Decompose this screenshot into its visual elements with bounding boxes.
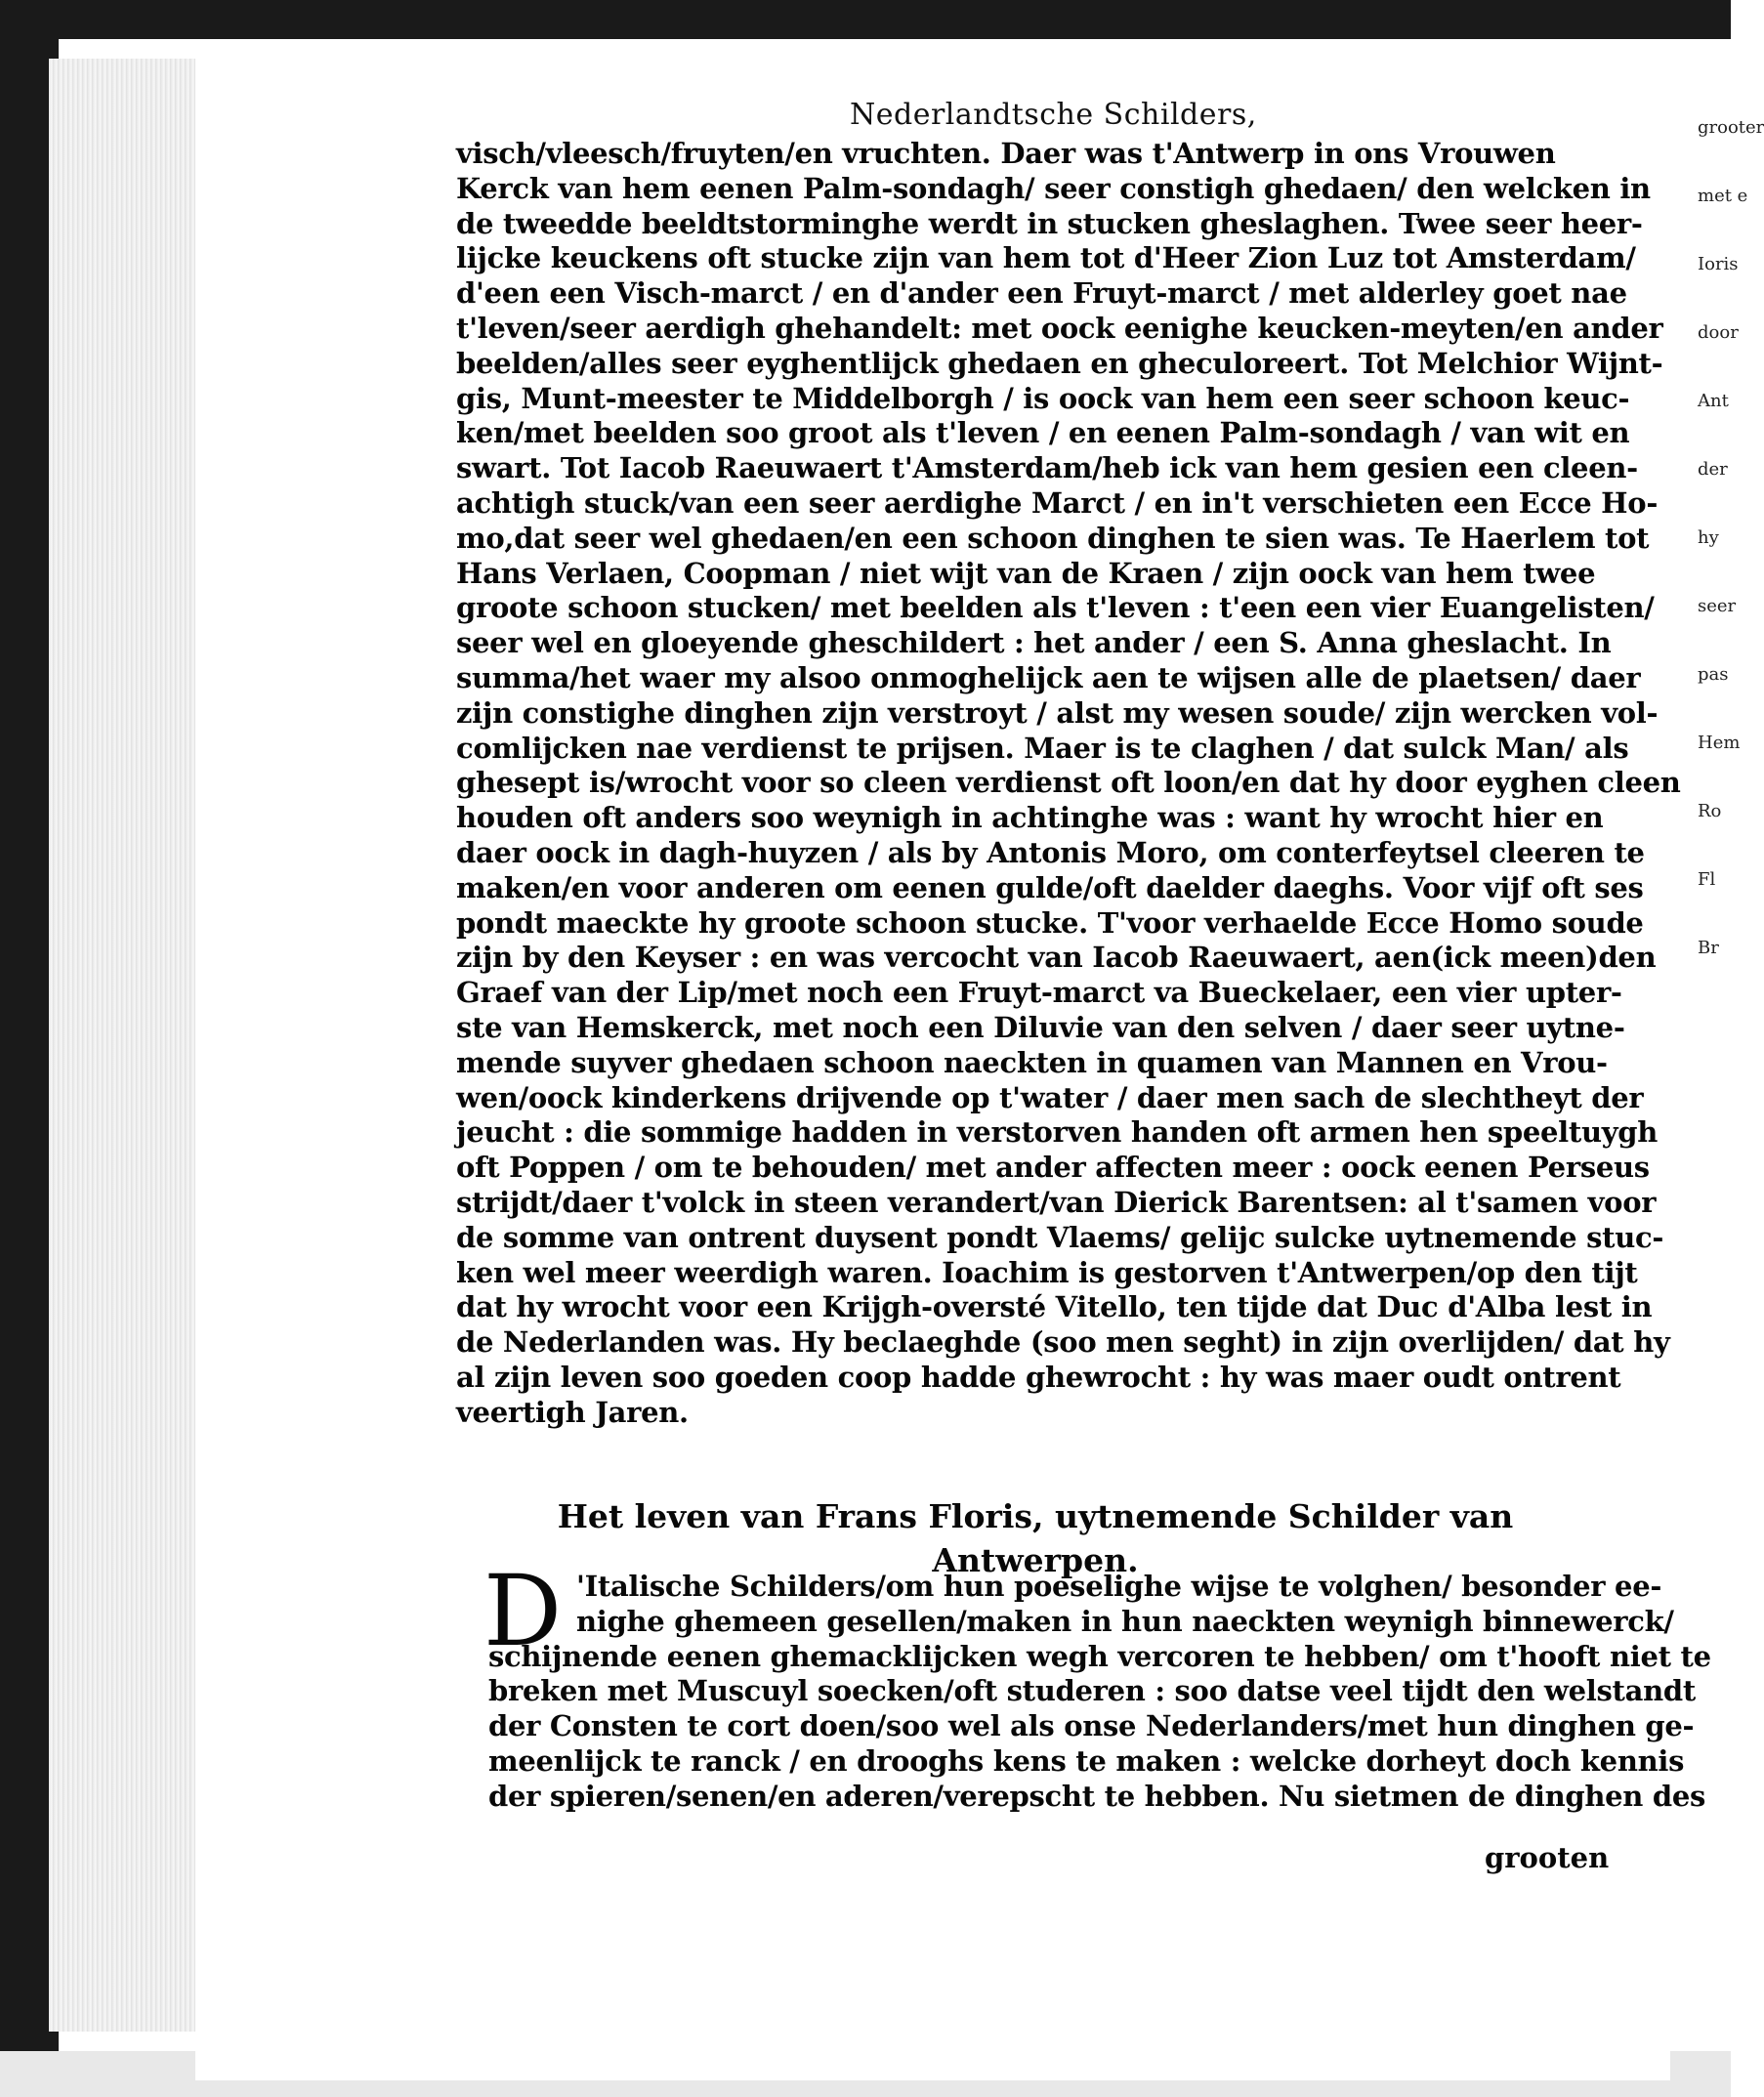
text-line: oft Poppen / om te behouden/ met ander affecten meer : oock eenen Perseus — [456, 1151, 1650, 1185]
page-stack-edges — [49, 59, 195, 2032]
facing-page-fragment: der — [1698, 459, 1728, 480]
facing-page-fragment: met e — [1698, 186, 1748, 206]
text-line: swart. Tot Iacob Raeuwaert t'Amsterdam/heb ick van hem gesien een cleen- — [456, 451, 1638, 485]
text-line: de tweedde beeldtstorminghe werdt in stucken gheslaghen. Twee seer heer- — [456, 206, 1643, 240]
text-line: ken/met beelden soo groot als t'leven / en eenen Palm-sondagh / van wit en — [456, 416, 1630, 450]
text-line: ghesept is/wrocht voor so cleen verdienst oft loon/en dat hy door eyghen cleen — [456, 766, 1681, 800]
text-line: der Consten te cort doen/soo wel als onse Nederlanders/met hun dinghen ge- — [488, 1709, 1695, 1743]
section-heading-line: Het leven van Frans Floris, uytnemende Schilder van — [557, 1497, 1514, 1535]
facing-page-fragment: Ioris — [1698, 254, 1739, 274]
text-line: mende suyver ghedaen schoon naeckten in quamen van Mannen en Vrou- — [456, 1045, 1608, 1079]
text-line: lijcke keuckens oft stucke zijn van hem tot d'Heer Zion Luz tot Amsterdam/ — [456, 241, 1636, 275]
text-line: schijnende eenen ghemacklijcken wegh vercoren te hebben/ om t'hooft niet te — [488, 1639, 1711, 1673]
text-line: veertigh Jaren. — [456, 1395, 689, 1429]
text-line: zijn by den Keyser : en was vercocht van Iacob Raeuwaert, aen(ick meen)den — [456, 941, 1657, 975]
text-line: de Nederlanden was. Hy beclaeghde (soo men seght) in zijn overlijden/ dat hy — [456, 1325, 1670, 1360]
facing-page-fragment: Ant — [1698, 391, 1729, 411]
text-line: gis, Munt-meester te Middelborgh / is oock van hem een seer schoon keuc- — [456, 381, 1630, 415]
paragraph-text — [488, 1570, 1711, 1815]
text-line: dat hy wrocht voor een Krijgh-oversté Vitello, ten tijde dat Duc d'Alba lest in — [456, 1290, 1653, 1324]
text-line: mo,dat seer wel ghedaen/en een schoon dinghen te sien was. Te Haerlem tot — [456, 521, 1650, 555]
facing-page-fragment: Ro — [1698, 801, 1722, 821]
text-line: beelden/alles seer eyghentlijck ghedaen en gheculoreert. Tot Melchior Wijnt- — [456, 346, 1663, 380]
text-line: pondt maeckte hy groote schoon stucke. T'voor verhaelde Ecce Homo soude — [456, 905, 1644, 940]
facing-page-fragment: seer — [1698, 596, 1737, 616]
text-line: maken/en voor anderen om eenen gulde/oft daelder daeghs. Voor vijf oft ses — [456, 870, 1644, 904]
text-line: houden oft anders soo weynigh in achtinghe was : want hy wrocht hier en — [456, 801, 1604, 835]
facing-page-fragment: hy — [1698, 527, 1719, 548]
section-heading-line: Antwerpen. — [932, 1541, 1139, 1579]
text-line: visch/vleesch/fruyten/en vruchten. Daer was t'Antwerp in ons Vrouwen — [456, 137, 1556, 170]
text-line: groote schoon stucken/ met beelden als t'leven : t'een een vier Euangelisten/ — [456, 591, 1655, 625]
text-line: ste van Hemskerck, met noch een Diluvie van den selven / daer seer uytne- — [456, 1010, 1625, 1044]
top-shadow — [0, 0, 1731, 39]
drop-capital: D — [483, 1554, 563, 1668]
text-line: jeucht : die sommige hadden in verstorven handen oft armen hen speeltuygh — [456, 1115, 1659, 1150]
facing-page-fragment: Br — [1698, 938, 1719, 958]
text-line: summa/het waer my alsoo onmoghelijck aen te wijsen alle de plaetsen/ daer — [456, 660, 1641, 694]
catchword: grooten — [1485, 1841, 1610, 1874]
text-line: comlijcken nae verdienst te prijsen. Maer is te claghen / dat sulck Man/ als — [456, 731, 1629, 765]
text-line: Hans Verlaen, Coopman / niet wijt van de Kraen / zijn oock van hem twee — [456, 556, 1596, 590]
text-line: der spieren/senen/en aderen/verepscht te hebben. Nu sietmen de dinghen des — [488, 1779, 1705, 1813]
text-line: Kerck van hem eenen Palm-sondagh/ seer constigh ghedaen/ den welcken in — [456, 171, 1651, 205]
text-line: achtigh stuck/van een seer aerdighe Marct / en in't verschieten een Ecce Ho- — [456, 485, 1659, 520]
facing-page-fragment: pas — [1698, 664, 1729, 685]
running-head: Nederlandtsche Schilders, — [850, 98, 1257, 132]
facing-page-fragment: Hem — [1698, 733, 1741, 753]
text-line: seer wel en gloeyende gheschildert : het ander / een S. Anna gheslacht. In — [456, 626, 1612, 660]
text-line: d'een een Visch-marct / en d'ander een Fruyt-marct / met alderley goet nae — [456, 276, 1627, 311]
body-text — [456, 137, 1681, 1430]
text-line: zijn constighe dinghen zijn verstroyt / alst my wesen soude/ zijn wercken vol- — [456, 695, 1659, 730]
facing-page-fragment: door — [1698, 322, 1739, 343]
text-line: meenlijck te ranck / en drooghs kens te maken : welcke dorheyt doch kennis — [488, 1743, 1685, 1778]
facing-page-fragment: grooter — [1698, 117, 1764, 138]
text-line: Graef van der Lip/met noch een Fruyt-marct va Bueckelaer, een vier upter- — [456, 976, 1622, 1010]
facing-page-fragment: Fl — [1698, 869, 1716, 890]
text-line: de somme van ontrent duysent pondt Vlaems/ gelijc sulcke uytnemende stuc- — [456, 1220, 1664, 1254]
text-line: daer oock in dagh-huyzen / als by Antonis Moro, om conterfeytsel cleeren te — [456, 835, 1645, 869]
text-line: strijdt/daer t'volck in steen verandert/van Dierick Barentsen: al t'samen voor — [456, 1185, 1657, 1219]
text-line: ken wel meer weerdigh waren. Ioachim is gestorven t'Antwerpen/op den tijt — [456, 1255, 1638, 1289]
text-line: nighe ghemeen gesellen/maken in hun naeckten weynigh binnewerck/ — [576, 1604, 1674, 1638]
text-line: breken met Muscuyl soecken/oft studeren : soo datse veel tijdt den welstandt — [488, 1674, 1696, 1708]
text-line: 'Italische Schilders/om hun poeselighe wijse te volghen/ besonder ee- — [576, 1570, 1662, 1603]
text-line: t'leven/seer aerdigh ghehandelt: met oock eenighe keucken-meyten/en ander — [456, 311, 1663, 345]
text-line: al zijn leven soo goeden coop hadde ghewrocht : hy was maer oudt ontrent — [456, 1360, 1621, 1394]
text-line: wen/oock kinderkens drijvende op t'water / daer men sach de slechtheyt der — [456, 1080, 1644, 1114]
